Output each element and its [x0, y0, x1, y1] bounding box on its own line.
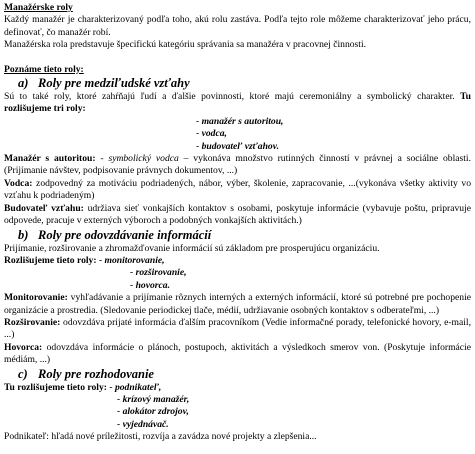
- list-item: - monitorovanie,: [98, 254, 165, 266]
- section-c-heading: [4, 367, 471, 382]
- definition-spokesperson: Hovorca: odovzdáva informácie o plánoch, postupoch, aktivitách a výsledkoch smerov von. (Poskytuje informácie médiám, ...): [4, 341, 471, 366]
- section-c-role-list: [4, 394, 471, 431]
- section-c-list-intro-line: [4, 382, 471, 394]
- list-item: - vodca,: [196, 128, 227, 140]
- definition-relationship-builder: Budovateľ vzťahu: udržiava sieť vonkajších kontaktov s osobami, poskytuje informácie (vybavuje poštu, pripravuje odpovede, pracuje v externých výboroch a podobných vonkajších aktivitách.): [4, 202, 471, 227]
- list-item: - vyjednávač.: [117, 418, 169, 430]
- section-c-letter: c): [18, 366, 28, 381]
- definition-authority: Manažér s autoritou: - symbolický vodca – vykonáva množstvo rutinných činností v právnej a sociálne oblasti. (Prijímanie návštev, podpisovanie právnych dokumentov, ...): [4, 153, 471, 177]
- list-item: - budovateľ vzťahov.: [196, 140, 280, 152]
- list-item: - hovorca.: [130, 279, 170, 291]
- definition-leader: Vodca: zodpovedný za motiváciu podriadených, nábor, výber, školenie, zapracovanie, ...(vykonáva všetky aktivity vo vzťahu k podriadeným): [4, 177, 471, 202]
- section-a-role-list: [4, 116, 471, 153]
- section-b-list-intro: Rozlišujeme tieto roly:: [4, 254, 97, 266]
- section-c-title: Roly pre rozhodovanie: [38, 366, 154, 381]
- list-item: - podnikateľ,: [109, 381, 162, 393]
- cut-off-line: Podnikateľ: hľadá nové príležitosti, rozvíja a zavádza nové projekty a zlepšenia...: [4, 431, 317, 442]
- section-a-list-intro: Tu rozlišujeme tri roly:: [4, 91, 471, 115]
- section-a-text: Sú to také roly, ktoré zahŕňajú ľudí a ďalšie povinnosti, ktoré majú ceremoniálny a symbolický charakter. Tu rozlišujeme tri roly:: [4, 91, 471, 115]
- section-b-text: Prijímanie, rozširovanie a zhromažďovanie informácií sú základom pre prosperujúcu organizáciu.: [4, 242, 380, 254]
- roles-heading: Poznáme tieto roly:: [4, 63, 84, 75]
- list-item: - krízový manažér,: [117, 393, 190, 405]
- section-b-role-list: [4, 267, 471, 292]
- list-item: - manažér s autoritou,: [196, 115, 284, 127]
- section-a-heading: [4, 76, 471, 91]
- section-a-title: Roly pre medziľudské vzťahy: [38, 76, 190, 91]
- intro-paragraph-2: Manažérska rola predstavuje špecifickú kategóriu správania sa manažéra v pracovnej činnosti.: [4, 39, 367, 51]
- list-item: - rozširovanie,: [130, 267, 187, 279]
- section-a-letter: a): [18, 76, 29, 91]
- definition-dissemination: Rozširovanie: odovzdáva prijaté informácia ďalším pracovníkom (Vedie informačné porady, telefonické hovory, e-mail, ...): [4, 316, 471, 341]
- definition-monitoring: Monitorovanie: vyhľadávanie a prijímanie rôznych interných a externých informácií, ktoré sú potrebné pre pochopenie organizácie a prostredia. (Sledovanie periodickej tlače, médií, udržiavanie osobných kontaktov s odberateľmi, ...): [4, 292, 471, 316]
- section-b-list-intro-line: [4, 255, 471, 267]
- section-b-letter: b): [18, 227, 29, 242]
- section-b-heading: [4, 228, 471, 243]
- section-b-title: Roly pre odovzdávanie informácií: [38, 227, 212, 242]
- intro-paragraph-1: Každý manažér je charakterizovaný podľa toho, akú rolu zastáva. Podľa tejto role môžeme charakterizovať jeho prácu, definovať, čo manažér robí.: [4, 14, 471, 38]
- section-c-list-intro: Tu rozlišujeme tieto roly:: [4, 381, 107, 393]
- list-item: - alokátor zdrojov,: [117, 406, 189, 418]
- document-title: Manažérske roly: [4, 2, 73, 13]
